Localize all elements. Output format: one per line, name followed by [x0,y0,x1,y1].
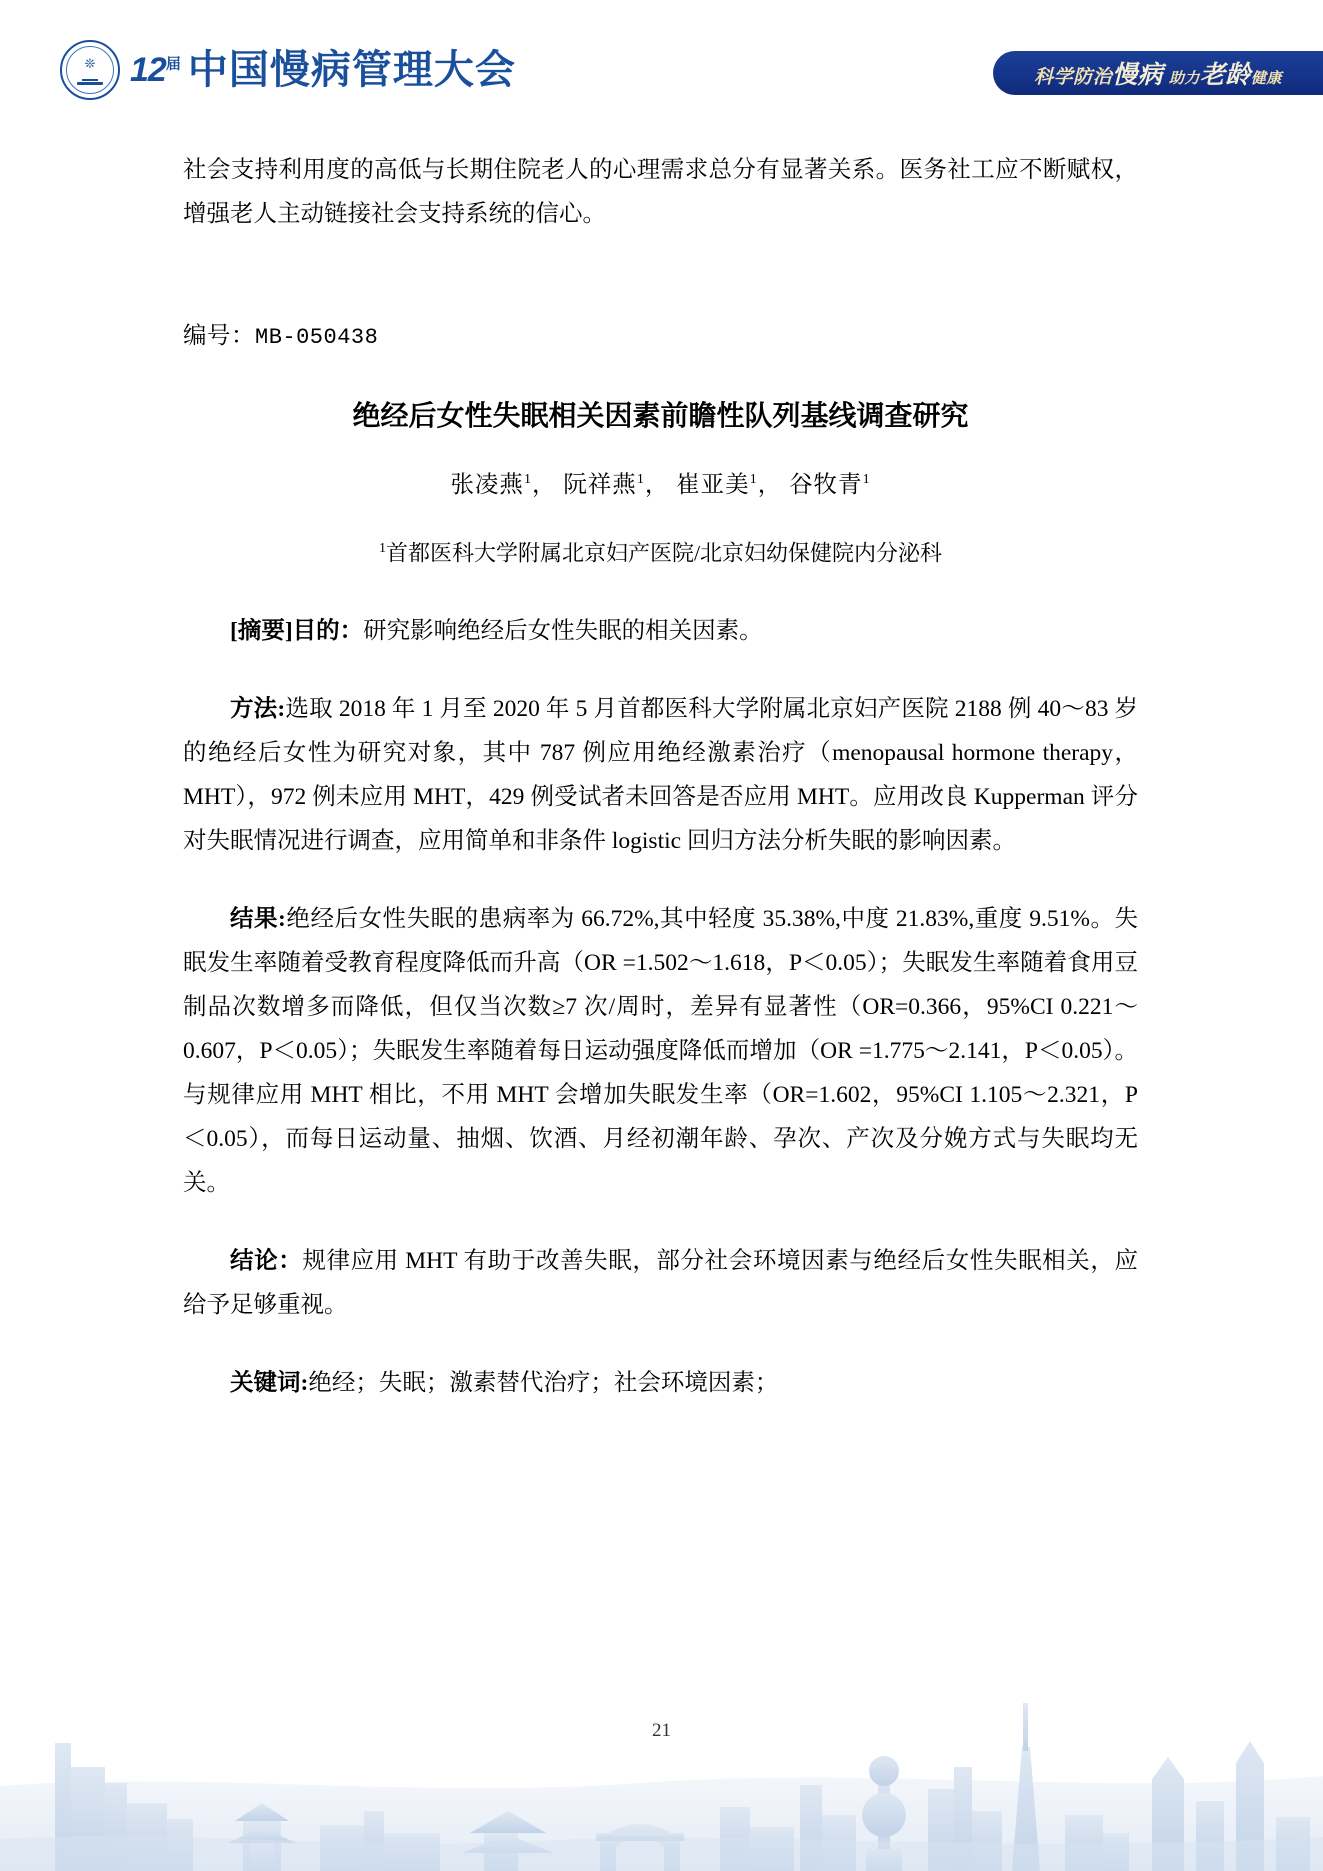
logo-edition-digits: 12 [130,51,166,89]
abstract-id-value: MB-050438 [255,325,379,350]
section-results [183,897,1138,1205]
header-slogan-banner [993,51,1323,95]
page-title: 绝经后女性失眠相关因素前瞻性队列基线调查研究 [352,400,969,431]
affiliation-text: 首都医科大学附属北京妇产医院/北京妇幼保健院内分泌科 [385,540,943,566]
page-number: 21 [652,1720,671,1741]
section-keywords-text: 绝经；失眠；激素替代治疗；社会环境因素； [308,1370,779,1397]
section-objective-text: 研究影响绝经后女性失眠的相关因素。 [363,618,763,645]
skyline-wash [0,1776,1323,1871]
spacer [183,863,1138,897]
slogan-part-5: 健康 [1250,70,1282,87]
affiliation-marker: 1 [378,540,386,556]
section-methods-text: 选取 2018 年 1 月至 2020 年 5 月首都医科大学附属北京妇产医院 2188 例 40～83 岁的绝经后女性为研究对象，其中 787 例应用绝经激素治疗（menopausal hormone therapy，MHT），972 例未应用 MHT，429 例受试者未回答是否应用 MHT。应用改良 Kupperman 评分对失眠情况进行调查，应用简单和非条件 logistic 回归方法分析失眠的影响因素。 [183,696,1139,855]
skyline-foreground-wave [0,1836,1323,1871]
section-conclusion-text: 规律应用 MHT 有助于改善失眠，部分社会环境因素与绝经后女性失眠相关，应给予足够重视。 [183,1248,1139,1319]
author-affiliation [183,527,1138,575]
logo-title-text: 中国慢病管理大会 [187,48,516,92]
seal-base-upper [82,79,98,81]
spacer [183,575,1138,609]
author-affiliation-marker: 1 [636,472,645,487]
abstract-id-line [183,314,1138,360]
conference-seal-icon [60,40,120,100]
section-methods-label: 方法: [230,696,286,723]
section-methods [183,687,1138,863]
document-body [183,148,1138,1405]
spacer [183,236,1138,314]
author-affiliation-marker: 1 [749,472,758,487]
page-header [0,0,1323,118]
author-affiliation-marker: 1 [862,472,871,487]
section-objective [183,609,1138,653]
abstract-id-label-text: 编号： [183,323,255,349]
author-name: 谷牧青 [789,471,863,498]
logo-edition-number [130,53,180,87]
slogan-part-2: 慢病 [1112,61,1164,89]
spacer [183,507,1138,527]
author-name: 阮祥燕 [563,471,637,498]
logo-edition-suffix: 届 [165,55,180,73]
section-results-text: 绝经后女性失眠的患病率为 66.72%,其中轻度 35.38%,中度 21.83%,重度 9.51%。失眠发生率随着受教育程度降低而升高（OR =1.502～1.618，P＜0.05）；失眠发生率随着食用豆制品次数增多而降低，但仅当次数≥7 次/周时，差异有显著性（OR=0.366，95%CI 0.221～0.607，P＜0.05）；失眠发生率随着每日运动强度降低而增加（OR =1.775～2.141，P＜0.05）。与规律应用 MHT 相比，不用 MHT 会增加失眠发生率（OR=1.602，95%CI 1.105～2.321，P＜0.05），而每日运动量、抽烟、饮酒、月经初潮年龄、孕次、产次及分娩方式与失眠均无关。 [183,906,1138,1197]
slogan-part-4: 老龄 [1199,61,1251,89]
section-results-label: 结果: [230,906,286,933]
section-conclusion-label: 结论： [230,1248,303,1275]
section-keywords [183,1361,1138,1405]
author-name: 崔亚美 [676,471,750,498]
seal-base-lower [77,82,103,85]
section-conclusion [183,1239,1138,1327]
section-objective-label: [摘要]目的： [230,618,364,645]
spacer [183,1205,1138,1239]
spacer [183,360,1138,394]
header-slogan-text [1034,55,1282,91]
author-list: 张凌燕$^1$， 阮祥燕$^1$， 崔亚美$^1$， 谷牧青$^1$ [450,471,871,498]
carryover-paragraph: 社会支持利用度的高低与长期住院老人的心理需求总分有显著关系。医务社工应不断赋权，增强老人主动链接社会支持系统的信心。 [183,157,1138,227]
slogan-part-1: 科学防治 [1034,67,1113,88]
author-affiliation-marker: 1 [523,472,532,487]
spacer [183,438,1138,458]
spacer [183,1327,1138,1361]
seal-flower-icon: ❊ [84,56,96,72]
section-keywords-label: 关键词: [230,1370,309,1397]
conference-logo [60,40,516,100]
spacer [183,653,1138,687]
slogan-part-3: 助力 [1168,70,1200,87]
author-name: 张凌燕 [450,471,524,498]
